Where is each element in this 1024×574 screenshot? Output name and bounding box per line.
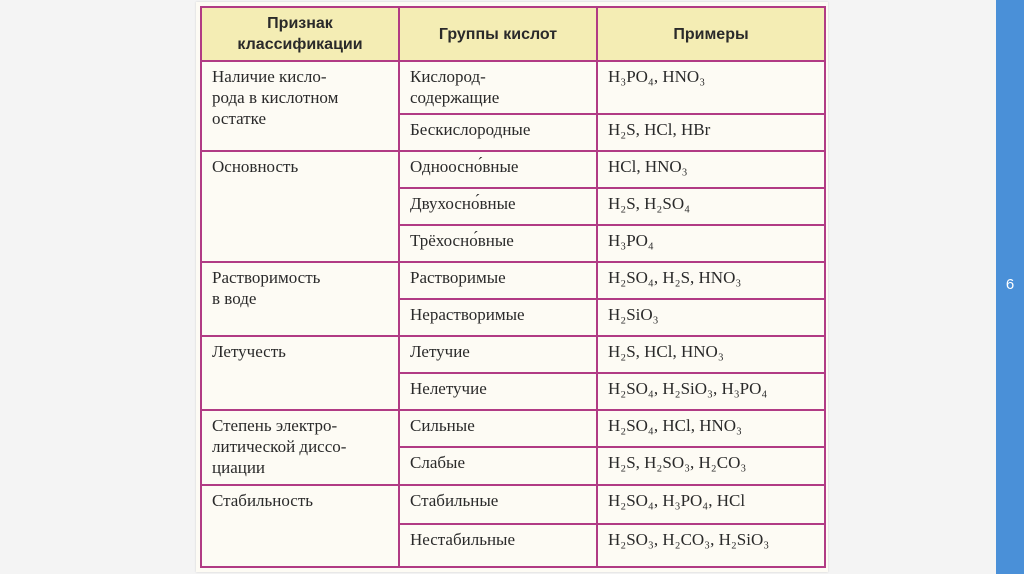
table-row bbox=[201, 336, 825, 373]
group-cell: Нестабильные bbox=[399, 524, 597, 567]
page-number: 6 bbox=[1005, 276, 1015, 293]
examples-cell: H₂S, H₂SO₄ bbox=[597, 188, 825, 225]
group-cell: Летучие bbox=[399, 336, 597, 373]
examples-cell: H₂SiO₃ bbox=[597, 299, 825, 336]
group-cell: Сильные bbox=[399, 410, 597, 447]
examples-cell: H₂S, H₂SO₃, H₂CO₃ bbox=[597, 447, 825, 484]
examples-cell: H₂SO₄, H₂SiO₃, H₃PO₄ bbox=[597, 373, 825, 410]
table-row bbox=[201, 61, 825, 114]
header-groups: Группы кислот bbox=[399, 7, 597, 61]
table-body bbox=[201, 61, 825, 567]
table-header bbox=[201, 7, 825, 61]
group-cell: Слабые bbox=[399, 447, 597, 484]
group-cell: Трёхосно́вные bbox=[399, 225, 597, 262]
acid-classification-table bbox=[200, 6, 826, 568]
header-examples: Примеры bbox=[597, 7, 825, 61]
feature-cell: Летучесть bbox=[201, 336, 399, 410]
table-row bbox=[201, 262, 825, 299]
feature-cell: Наличие кисло- рода в кислотном остатке bbox=[201, 61, 399, 151]
feature-cell: Растворимость в воде bbox=[201, 262, 399, 336]
group-cell: Бескислородные bbox=[399, 114, 597, 151]
group-cell: Одноосно́вные bbox=[399, 151, 597, 188]
examples-cell: HCl, HNO₃ bbox=[597, 151, 825, 188]
group-cell: Растворимые bbox=[399, 262, 597, 299]
group-cell: Двухосно́вные bbox=[399, 188, 597, 225]
table-row bbox=[201, 485, 825, 524]
examples-cell: H₂SO₃, H₂CO₃, H₂SiO₃ bbox=[597, 524, 825, 567]
examples-cell: H₂SO₄, HCl, HNO₃ bbox=[597, 410, 825, 447]
group-cell: Стабильные bbox=[399, 485, 597, 524]
feature-cell: Стабильность bbox=[201, 485, 399, 567]
group-cell: Нерастворимые bbox=[399, 299, 597, 336]
examples-cell: H₃PO₄, HNO₃ bbox=[597, 61, 825, 114]
group-cell: Кислород- содержащие bbox=[399, 61, 597, 114]
table-row bbox=[201, 151, 825, 188]
examples-cell: H₂SO₄, H₂S, HNO₃ bbox=[597, 262, 825, 299]
examples-cell: H₂S, HCl, HNO₃ bbox=[597, 336, 825, 373]
examples-cell: H₂SO₄, H₃PO₄, HCl bbox=[597, 485, 825, 524]
feature-cell: Степень электро- литической диссо- циации bbox=[201, 410, 399, 485]
examples-cell: H₂S, HCl, HBr bbox=[597, 114, 825, 151]
examples-cell: H₃PO₄ bbox=[597, 225, 825, 262]
group-cell: Нелетучие bbox=[399, 373, 597, 410]
header-feature: Признак классификации bbox=[201, 7, 399, 61]
header-row bbox=[201, 7, 825, 61]
feature-cell: Основность bbox=[201, 151, 399, 262]
table-row bbox=[201, 410, 825, 447]
